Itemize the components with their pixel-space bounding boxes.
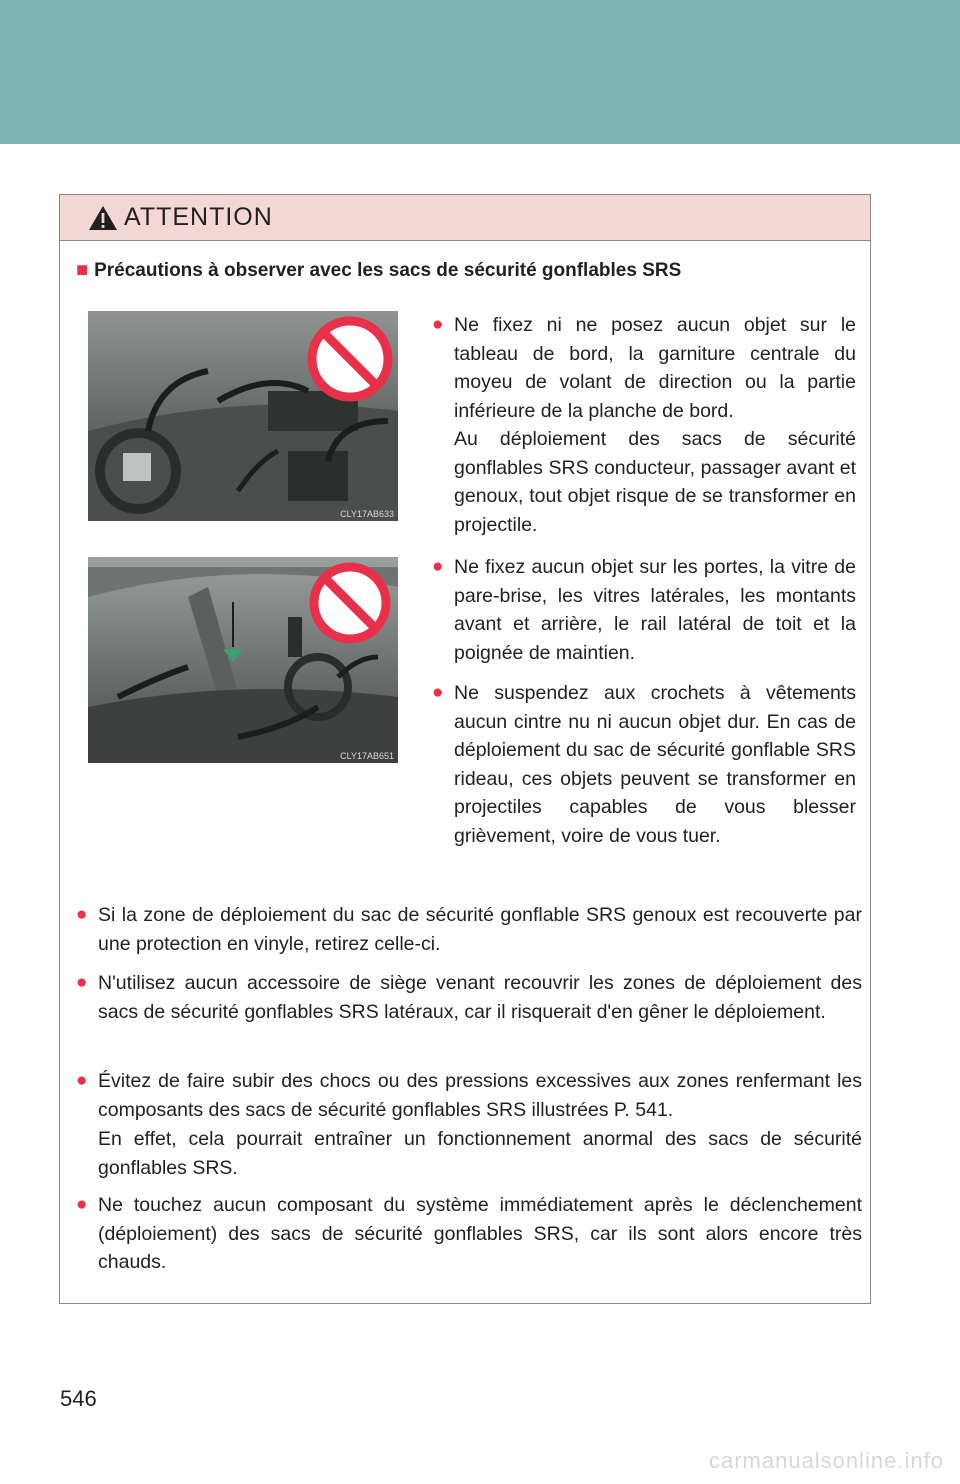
pillar-photo-icon xyxy=(88,557,398,763)
dashboard-photo-icon xyxy=(88,311,398,521)
image-code: CLY17AB651 xyxy=(340,751,394,761)
bullet-text: Ne fixez aucun objet sur les portes, la vitre de pare-brise, les vitres latérales, les montants avant et arrière, le rail latéral de toit et la poignée de maintien. xyxy=(454,556,856,664)
bullet-dot: ● xyxy=(76,904,88,925)
bullet-text: Au déploiement des sacs de sécurité gonflables SRS conducteur, passager avant et genoux, tout objet risque de se transformer en projectile. xyxy=(454,428,856,536)
bullet-projectile-warning xyxy=(432,425,856,539)
bullet-text: En effet, cela pourrait entraîner un fonctionnement anormal des sacs de sécurité gonflables SRS. xyxy=(98,1128,862,1179)
bullet-text: Ne fixez ni ne posez aucun objet sur le tableau de bord, la garniture centrale du moyeu de volant de direction ou la partie inférieure de la planche de bord. xyxy=(454,314,856,422)
bullet-dot: ● xyxy=(76,1070,88,1091)
pillar-illustration xyxy=(88,557,398,763)
image-code: CLY17AB633 xyxy=(340,509,394,519)
bullet-dot: ● xyxy=(76,1194,88,1215)
bullet-dot: ● xyxy=(432,682,444,703)
bullet-seat-accessories xyxy=(76,969,862,1026)
bullet-coat-hooks xyxy=(432,679,856,850)
bullet-dot: ● xyxy=(432,314,444,335)
section-title-text: Précautions à observer avec les sacs de sécurité gonflables SRS xyxy=(94,260,682,281)
dashboard-illustration xyxy=(88,311,398,521)
bullet-text: Ne suspendez aux crochets à vêtements aucun cintre nu ni aucun objet dur. En cas de déploiement du sac de sécurité gonflable SRS rideau, ces objets peuvent se transformer en projectiles capables de vous blesser grièvement, voire de vous tuer. xyxy=(454,682,856,847)
section-title xyxy=(76,259,681,282)
attention-box xyxy=(59,194,871,1304)
bullet-text: Évitez de faire subir des chocs ou des pressions excessives aux zones renfermant les composants des sacs de sécurité gonflables SRS illustrées P. 541. xyxy=(98,1070,862,1121)
bullet-avoid-shocks xyxy=(76,1067,862,1124)
watermark: carmanualsonline.info xyxy=(708,1448,944,1473)
bullet-dot: ● xyxy=(432,556,444,577)
bullet-text: N'utilisez aucun accessoire de siège venant recouvrir les zones de déploiement des sacs de sécurité gonflables SRS latéraux, car il risquerait d'en gêner le déploiement. xyxy=(98,972,862,1023)
bullet-no-objects-dashboard xyxy=(432,311,856,425)
bullet-no-objects-pillars xyxy=(432,553,856,667)
bullet-malfunction xyxy=(76,1125,862,1182)
bullet-dot: ● xyxy=(76,972,88,993)
square-marker: ■ xyxy=(76,259,89,281)
attention-header xyxy=(60,195,870,241)
page-number: 546 xyxy=(60,1386,97,1411)
bullet-knee-airbag-cover xyxy=(76,901,862,958)
bullet-text: Ne touchez aucun composant du système immédiatement après le déclenchement (déploiement) des sacs de sécurité gonflables SRS, car ils sont alors encore très chauds. xyxy=(98,1194,862,1273)
bullet-hot-components xyxy=(76,1191,862,1277)
attention-title: ATTENTION xyxy=(124,203,273,231)
warning-triangle-icon xyxy=(88,205,118,231)
header-band xyxy=(0,0,960,144)
bullet-text: Si la zone de déploiement du sac de sécurité gonflable SRS genoux est recouverte par une protection en vinyle, retirez celle-ci. xyxy=(98,904,862,955)
